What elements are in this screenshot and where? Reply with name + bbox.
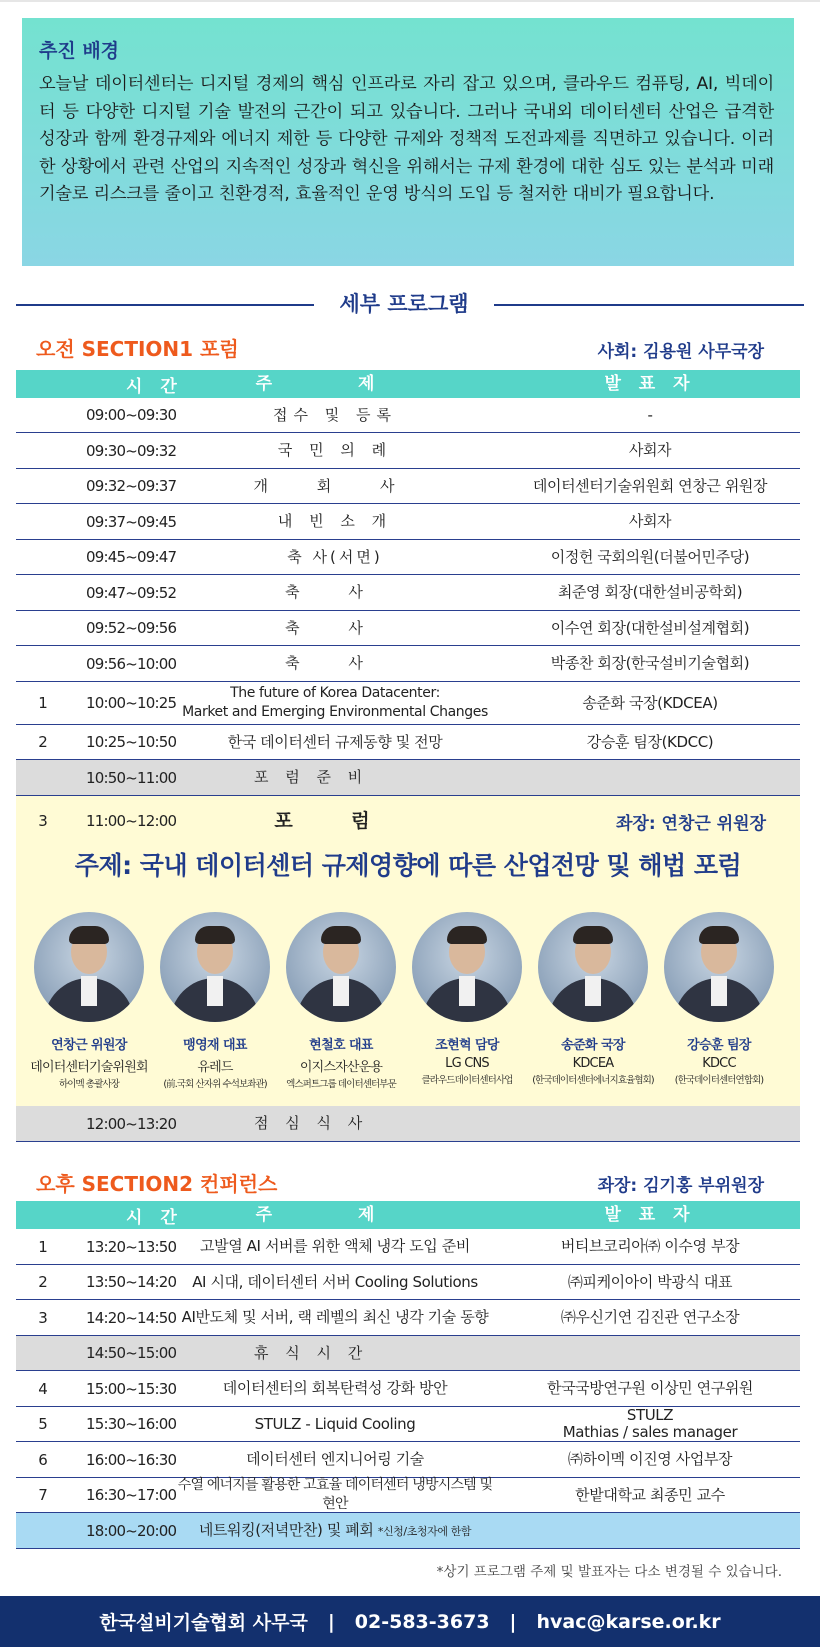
panelist-card [530,912,656,1090]
panelist-card [656,912,782,1090]
panelist-photo [412,912,522,1022]
panelist-sub: (한국데이터센터에너지효율협회) [532,1075,654,1086]
header-topic: 주 제 [255,373,415,394]
footer-org: 한국설비기술협회 사무국 [99,1612,308,1634]
panelist-org: 유레드 [197,1060,233,1075]
panelist-name: 조현혁 담당 [435,1038,499,1053]
panelist-photo [538,912,648,1022]
section2-table [16,1201,800,1549]
panelist-photo [34,912,144,1022]
table-row: 2 10:25~10:50 한국 데이터센터 규제동향 및 전망 강승훈 팀장(KDCC) [16,725,800,760]
table-row: 3 14:20~14:50 AI반도체 및 서버, 랙 레벨의 최신 냉각 기술 동향 ㈜우신기연 김진관 연구소장 [16,1300,800,1336]
section1-table [16,370,800,796]
background-text: 오늘날 데이터센터는 디지털 경제의 핵심 인프라로 자리 잡고 있으며, 클라우드 컴퓨팅, AI, 빅데이터 등 다양한 디지털 기술 발전의 근간이 되고 있습니다. 그러나 국내외 데이터센터 산업은 급격한 성장과 함께 환경규제와 에너지 제한 등 다양한 규제와 정책적 도전과제를 직면하고 있습니다. 이러한 상황에서 관련 산업의 지속적인 성장과 혁신을 위해서는 규제 환경에 대한 심도 있는 분석과 미래 기술로 리스크를 줄이고 친환경적, 효율적인 운영 방식의 도입 등 철저한 대비가 필요합니다. [39,74,774,204]
panelist-card [278,912,404,1090]
section2-chair: 좌장: 김기홍 부위원장 [597,1176,764,1196]
panelist-org: 데이터센터기술위원회 [30,1060,148,1075]
panelist-sub: (前.국회 산자위 수석보좌관) [163,1079,267,1090]
panelist-card [26,912,152,1090]
section1-host: 사회: 김용원 사무국장 [597,342,764,362]
forum-chair: 좌장: 연창근 위원장 [615,814,766,834]
program-heading-title: 세부 프로그램 [339,292,469,316]
panelist-org: 이지스자산운용 [299,1060,383,1075]
table-row-break: 10:50~11:00 포 럼 준 비 [16,760,800,796]
table-row-break: 14:50~15:00 휴 식 시 간 [16,1336,800,1371]
header-speaker: 발 표 자 [604,1204,696,1225]
forum-row: 3 11:00~12:00 포 럼 [16,796,800,846]
table-row: 09:52~09:56 축 사 이수연 회장(대한설비설계협회) [16,611,800,646]
footer-separator: | [509,1610,517,1633]
table-row: 1 10:00~10:25 The future of Korea Datacenter: Market and Emerging Environmental Changes 송준화 국장(KDCEA) [16,682,800,725]
section2-table-header [16,1201,800,1229]
panelist-name: 강승훈 팀장 [687,1038,751,1053]
table-row: 09:47~09:52 축 사 최준영 회장(대한설비공학회) [16,575,800,611]
panelist-card [404,912,530,1090]
section1-table-header [16,370,800,398]
header-time: 시 간 [126,1207,183,1228]
table-row: 7 16:30~17:00 수열 에너지를 활용한 고효율 데이터센터 냉방시스템 및 현안 한밭대학교 최종민 교수 [16,1478,800,1513]
footer-separator: | [327,1610,335,1633]
table-row-networking: 18:00~20:00 네트워킹(저녁만찬) 및 폐회 *신청/초청자에 한함 [16,1513,800,1549]
panelist-name: 연창근 위원장 [51,1038,127,1053]
footer-phone[interactable]: 02-583-3673 [354,1610,490,1633]
table-row: 09:00~09:30 접수 및 등록 - [16,398,800,433]
panelist-name: 송준화 국장 [561,1038,625,1053]
forum-block [16,796,800,1107]
panelist-name: 현철호 대표 [309,1038,373,1053]
header-speaker: 발 표 자 [604,373,696,394]
footer-email[interactable]: hvac@karse.or.kr [536,1610,721,1633]
background-box [22,18,794,266]
panelist-sub: 하이멕 총괄사장 [58,1079,120,1090]
table-row-lunch: 12:00~13:20 점 심 식 사 [16,1106,800,1142]
panelist-card [152,912,278,1090]
lunch-table [16,1106,800,1142]
change-note: *상기 프로그램 주제 및 발표자는 다소 변경될 수 있습니다. [436,1564,782,1580]
header-topic: 주 제 [255,1204,415,1225]
program-heading [16,288,804,324]
heading-line-left [16,304,314,306]
panelist-sub: (한국데이터센터연합회) [674,1075,764,1086]
panelist-sub: 엑스퍼트그룹 데이터센터부문 [286,1079,396,1090]
table-row: 09:32~09:37 개 회 사 데이터센터기술위원회 연창근 위원장 [16,469,800,504]
panelist-photo [286,912,396,1022]
footer-contact [0,1596,820,1647]
panelist-name: 맹영재 대표 [183,1038,247,1053]
header-time: 시 간 [126,376,183,397]
background-title: 추진 배경 [39,40,120,62]
table-row: 09:30~09:32 국 민 의 례 사회자 [16,433,800,469]
panelist-photo [664,912,774,1022]
heading-line-right [494,304,804,306]
table-row: 5 15:30~16:00 STULZ - Liquid Cooling STULZ Mathias / sales manager [16,1407,800,1442]
table-row: 09:45~09:47 축 사(서면) 이정헌 국회의원(더불어민주당) [16,540,800,575]
table-row: 09:37~09:45 내 빈 소 개 사회자 [16,504,800,540]
section2-title: 오후 SECTION2 컨퍼런스 [36,1172,278,1196]
section1-title: 오전 SECTION1 포럼 [36,337,239,361]
panelist-org: KDCEA [572,1056,614,1071]
table-row: 4 15:00~15:30 데이터센터의 회복탄력성 강화 방안 한국국방연구원 이상민 연구위원 [16,1371,800,1407]
table-row: 2 13:50~14:20 AI 시대, 데이터센터 서버 Cooling Solutions ㈜피케이아이 박광식 대표 [16,1265,800,1300]
table-row: 1 13:20~13:50 고발열 AI 서버를 위한 액체 냉각 도입 준비 버티브코리아㈜ 이수영 부장 [16,1229,800,1265]
panelist-sub: 클라우드데이터센터사업 [421,1075,513,1086]
forum-title: 주제: 국내 데이터센터 규제영향에 따른 산업전망 및 해법 포럼 [74,851,742,880]
panelist-photo [160,912,270,1022]
table-row: 09:56~10:00 축 사 박종찬 회장(한국설비기술협회) [16,646,800,682]
forum-label: 포 럼 [274,809,396,832]
top-divider [0,0,820,2]
panelist-org: KDCC [702,1056,736,1071]
table-row: 6 16:00~16:30 데이터센터 엔지니어링 기술 ㈜하이멕 이진영 사업부장 [16,1442,800,1478]
panelist-org: LG CNS [445,1056,489,1071]
panelists [26,912,790,1090]
